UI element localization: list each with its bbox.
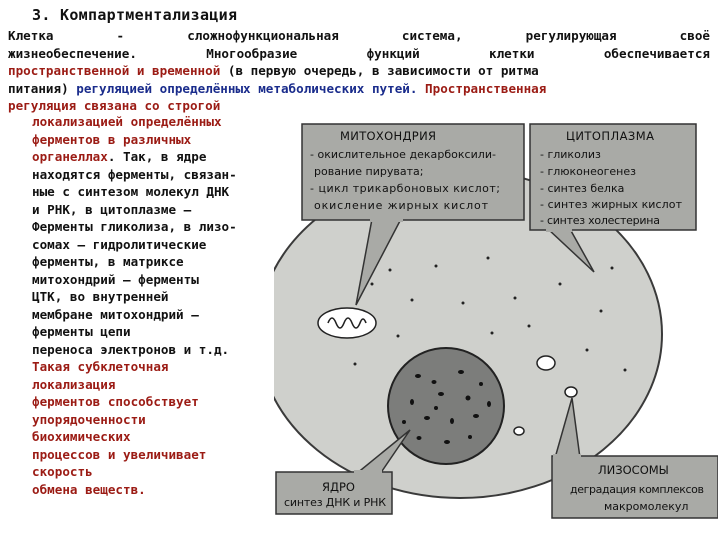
- left-line-text: ЦТК, во внутренней: [32, 289, 169, 304]
- left-line-text: . Так, в ядре: [107, 149, 207, 164]
- left-line-text: ферментов в различных: [32, 131, 192, 147]
- nucleus-title: ЯДРО: [322, 480, 355, 494]
- left-line-text: Такая субклеточная: [32, 359, 169, 374]
- left-line-text: локализация: [32, 376, 116, 392]
- intro-blue-text: регуляцией определённых метаболических путей.: [76, 80, 418, 96]
- intro-line-text: питания): [8, 80, 77, 96]
- left-text-column: [32, 113, 284, 498]
- mitochondria-line: окисление жирных кислот: [314, 199, 488, 212]
- slide-title: 3. Компартментализация: [32, 6, 238, 24]
- left-line: [32, 393, 284, 411]
- left-line: [32, 323, 284, 341]
- left-line: [32, 463, 284, 481]
- intro-line: [8, 80, 710, 98]
- left-line-text: локализацией определённых: [32, 114, 222, 129]
- left-line: [32, 131, 284, 149]
- left-line: [32, 306, 284, 324]
- left-line: [32, 288, 284, 306]
- intro-highlight-text: регуляция связана со строгой: [8, 98, 221, 114]
- mitochondria-line: - цикл трикарбоновых кислот;: [310, 182, 500, 195]
- cytoplasm-title: ЦИТОПЛАЗМА: [566, 129, 654, 143]
- cytoplasm-line: - глюконеогенез: [540, 165, 636, 178]
- left-line-text: мембране митохондрий –: [32, 306, 199, 322]
- left-line-text: ферментов способствует: [32, 394, 199, 409]
- left-line-text: биохимических: [32, 429, 131, 444]
- left-line: [32, 411, 284, 429]
- cell-compartments-diagram: [274, 104, 718, 536]
- left-line: [32, 236, 284, 254]
- left-line-text: процессов и увеличивает: [32, 446, 207, 462]
- mitochondrion-organelle: [318, 308, 376, 338]
- left-line: [32, 428, 284, 446]
- left-line-text: ферменты, в матриксе: [32, 254, 184, 269]
- intro-line-text: жизнеобеспечение. Многообразие функций клетки обеспечивается: [8, 45, 710, 61]
- lysosomes-title: ЛИЗОСОМЫ: [598, 463, 669, 477]
- left-line-text: обмена веществ.: [32, 481, 146, 497]
- left-line-text: упорядоченности: [32, 411, 146, 427]
- intro-line: [8, 62, 710, 80]
- left-line-text: Ферменты гликолиза, в лизо-: [32, 219, 237, 234]
- intro-highlight-text: пространственной и временной: [8, 63, 221, 79]
- lysosomes-line: деградация комплексов: [570, 483, 704, 496]
- mitochondria-title: МИТОХОНДРИЯ: [340, 129, 436, 143]
- left-line: [32, 183, 284, 201]
- intro-line-text: (в первую очередь, в зависимости от ритма: [220, 63, 539, 79]
- cytoplasm-line: - синтез жирных кислот: [540, 198, 682, 211]
- left-line-text: и РНК, в цитоплазме –: [32, 201, 192, 217]
- left-line-text: переноса электронов и т.д.: [32, 341, 230, 357]
- left-line: [32, 341, 284, 359]
- left-line: [32, 481, 284, 499]
- left-line: [32, 218, 284, 236]
- nucleus-line: синтез ДНК и РНК: [284, 496, 386, 509]
- left-line: [32, 446, 284, 464]
- intro-line: [8, 45, 710, 63]
- left-line: [32, 201, 284, 219]
- left-line-text: митохондрий – ферменты: [32, 271, 199, 287]
- left-line: [32, 113, 274, 131]
- lysosomes-line: макромолекул: [604, 500, 689, 513]
- intro-highlight-text: Пространственная: [417, 80, 547, 96]
- intro-paragraph: [8, 27, 710, 115]
- cytoplasm-line: - синтез белка: [540, 182, 625, 195]
- intro-line-text: Клетка - сложнофункциональная система, регулирующая своё: [8, 28, 710, 43]
- left-line: [32, 253, 284, 271]
- left-line-text: скорость: [32, 464, 93, 479]
- left-line: [32, 271, 284, 289]
- left-line: [32, 358, 284, 376]
- intro-line: [8, 27, 710, 45]
- left-line: [32, 166, 284, 184]
- nucleus-organelle: [388, 348, 504, 464]
- mitochondria-line: - окислительное декарбоксили-: [310, 148, 496, 161]
- left-line-text: сомах – гидролитические: [32, 236, 207, 252]
- cytoplasm-line: - синтез холестерина: [540, 214, 660, 227]
- left-line-text: ферменты цепи: [32, 324, 131, 339]
- left-line-text: ные с синтезом молекул ДНК: [32, 184, 230, 199]
- left-line: [32, 148, 284, 166]
- mitochondria-line: рование пирувата;: [314, 165, 424, 178]
- left-line-text: органеллах: [32, 149, 108, 164]
- left-line-text: находятся ферменты, связан-: [32, 166, 237, 182]
- left-line: [32, 376, 284, 394]
- cytoplasm-line: - гликолиз: [540, 148, 601, 161]
